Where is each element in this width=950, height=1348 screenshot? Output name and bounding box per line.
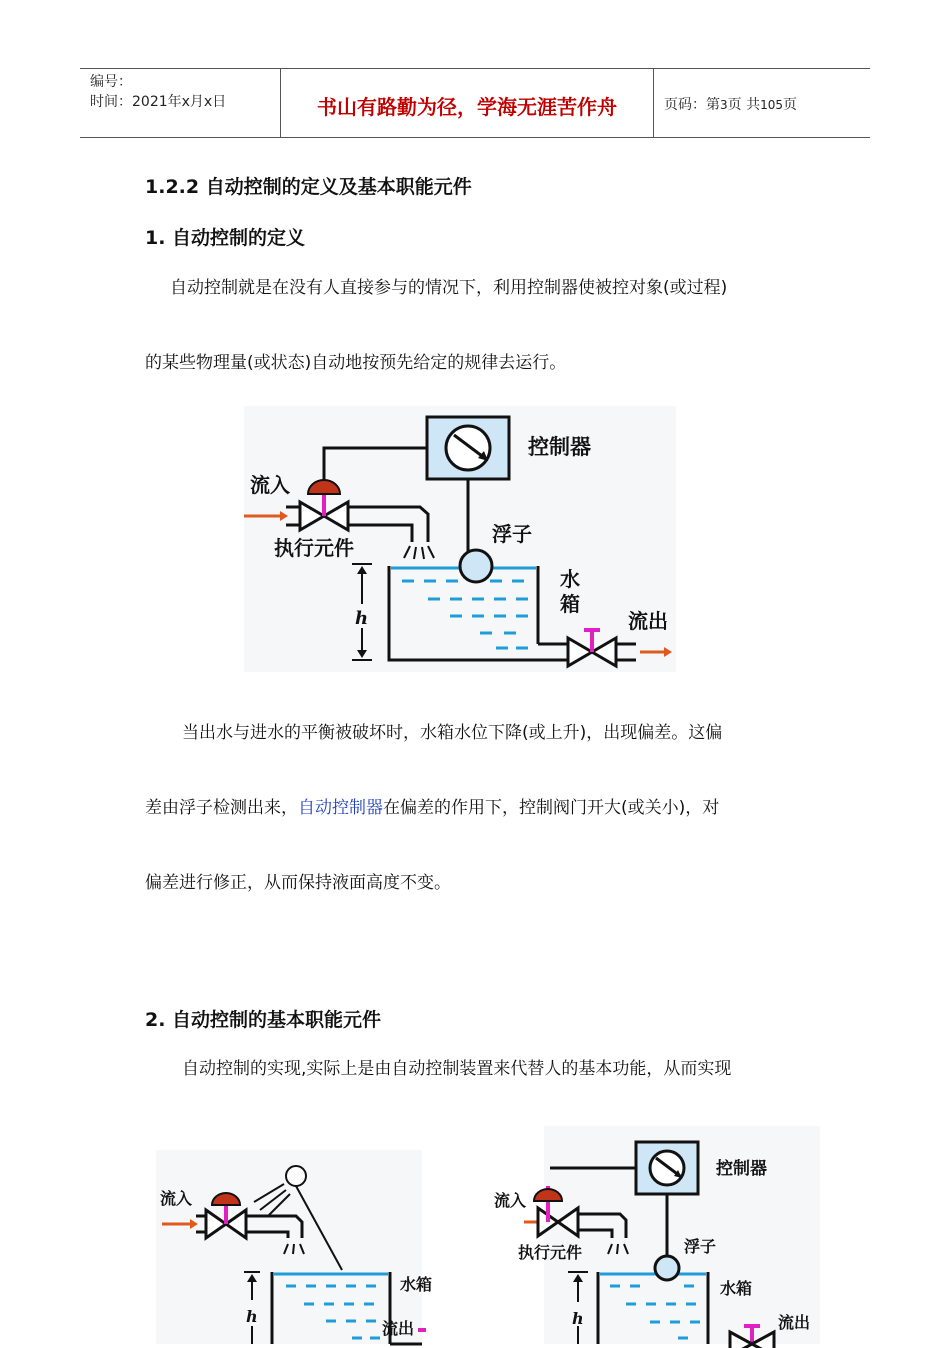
para1-line1: 自动控制就是在没有人直接参与的情况下，利用控制器使被控对象(或过程)	[170, 278, 728, 298]
manual-outflow-label: 流出	[382, 1319, 415, 1338]
small-tank-label: 水箱	[720, 1279, 753, 1298]
diagram-water-tank-automatic	[244, 406, 676, 672]
manual-inflow-label: 流入	[160, 1189, 193, 1208]
page-prefix: 页码：第	[664, 97, 720, 113]
outlet-valve-icon	[568, 638, 592, 666]
manual-level-label: h	[246, 1307, 258, 1326]
time-label: 时间：2021年x月x日	[90, 94, 227, 110]
section-title: 1.2.2 自动控制的定义及基本职能元件	[145, 176, 472, 198]
figure-manual-control	[156, 1150, 433, 1344]
automatic-controller-link[interactable]: 自动控制器	[298, 798, 383, 818]
header-left-cell	[80, 69, 281, 137]
subsection-definition: 1. 自动控制的定义	[145, 227, 306, 249]
tank-label-2: 箱	[560, 592, 580, 616]
para2-line2-end: 在偏差的作用下，控制阀门开大(或关小)，对	[383, 798, 720, 818]
para1-line2: 的某些物理量(或状态)自动地按预先给定的规律去运行。	[145, 353, 567, 373]
page-suffix: 页	[783, 97, 797, 113]
level-label: h	[355, 608, 369, 629]
para3-line1: 自动控制的实现,实际上是由自动控制装置来代替人的基本功能，从而实现	[182, 1059, 732, 1079]
operator-eye-icon	[286, 1166, 306, 1186]
small-float-icon	[655, 1256, 679, 1280]
small-level-label: h	[572, 1309, 584, 1328]
valve-cap-icon	[308, 480, 340, 494]
para2-line1: 当出水与进水的平衡被破坏时，水箱水位下降(或上升)，出现偏差。这偏	[182, 723, 723, 743]
page-mid: 页 共	[727, 97, 761, 113]
actuator-label: 执行元件	[274, 536, 354, 560]
motto: 书山有路勤为径，学海无涯苦作舟	[317, 95, 617, 119]
small-controller-label: 控制器	[716, 1159, 767, 1179]
para2-line2	[145, 793, 719, 818]
page-header	[80, 68, 870, 138]
small-float-label: 浮子	[684, 1237, 717, 1256]
tank-label-1: 水	[560, 567, 580, 591]
small-inflow-label: 流入	[494, 1191, 527, 1210]
page-number	[664, 94, 797, 114]
header-mid-cell	[281, 69, 654, 137]
small-outlet-valve-icon	[730, 1332, 752, 1348]
figure-water-level-control	[244, 406, 676, 672]
manual-tank-label: 水箱	[400, 1275, 433, 1294]
inlet-valve-icon	[300, 502, 324, 530]
para2-line2-start: 差由浮子检测出来，	[145, 798, 298, 818]
float-icon	[460, 550, 492, 582]
header-right-cell	[654, 69, 870, 137]
manual-inlet-valve-icon	[206, 1210, 226, 1238]
diagram-water-tank-automatic-small	[494, 1126, 820, 1344]
float-label: 浮子	[492, 522, 532, 546]
diagram-water-tank-manual	[156, 1150, 433, 1344]
para2-line3: 偏差进行修正，从而保持液面高度不变。	[145, 873, 451, 893]
controller-gauge-icon	[446, 426, 490, 470]
small-actuator-label: 执行元件	[518, 1243, 583, 1262]
inflow-label: 流入	[250, 473, 290, 497]
page-total: 105	[760, 98, 783, 112]
controller-label: 控制器	[528, 434, 591, 459]
figure-automatic-control-small	[494, 1126, 820, 1344]
outflow-label: 流出	[628, 609, 668, 633]
code-label: 编号：	[90, 74, 132, 90]
subsection-functional-elements: 2. 自动控制的基本职能元件	[145, 1009, 382, 1031]
page-current: 3	[720, 98, 728, 112]
small-outflow-label: 流出	[778, 1313, 811, 1332]
